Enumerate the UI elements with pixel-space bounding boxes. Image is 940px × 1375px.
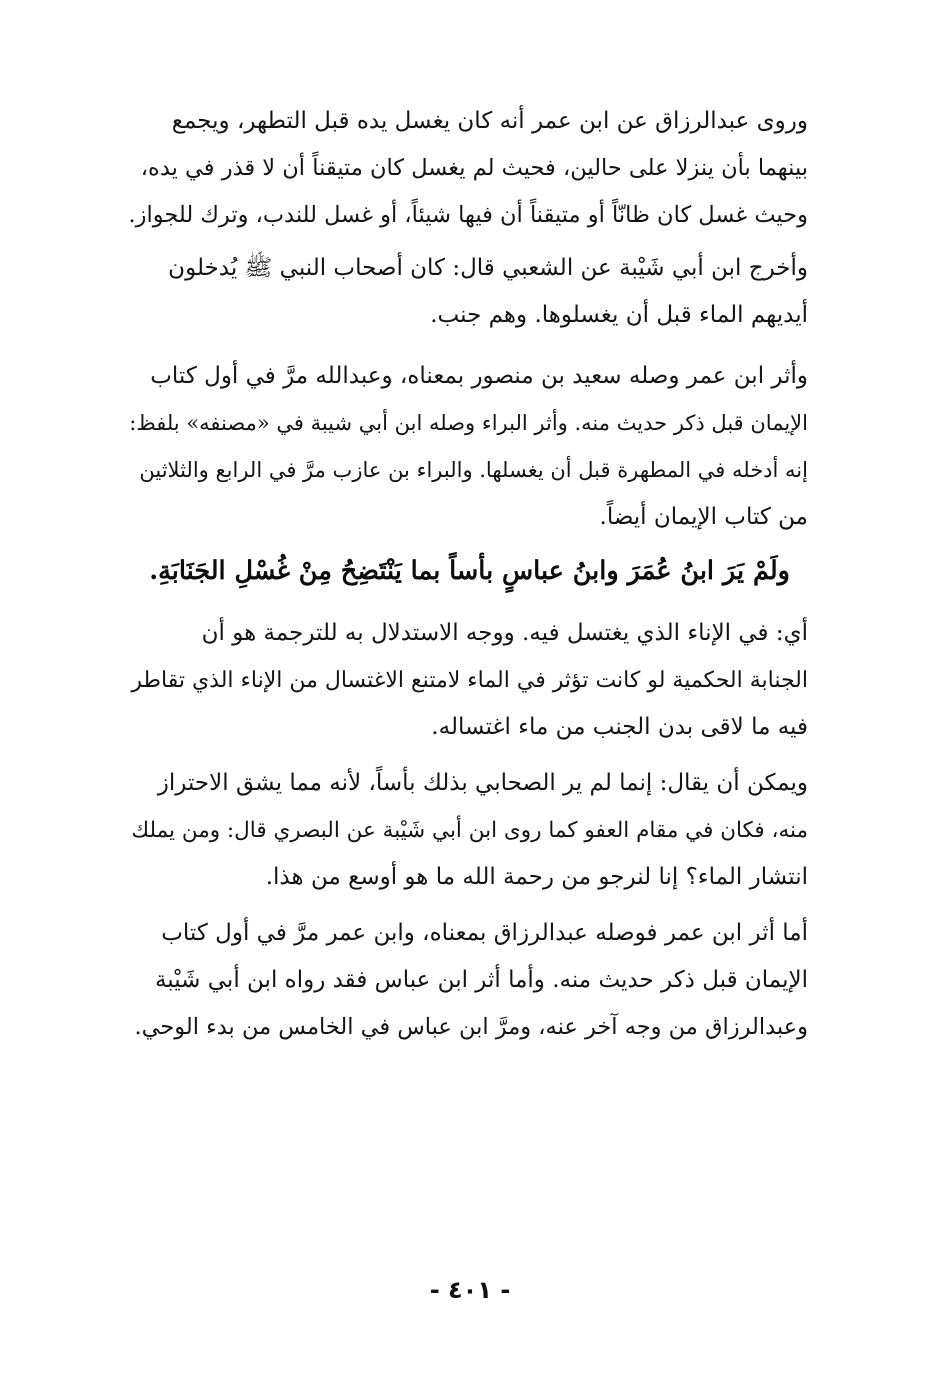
paragraph-5 (128, 760, 808, 901)
paragraph-line: الجنابة الحكمية لو كانت تؤثر في الماء لامتنع الاغتسال من الإناء الذي تقاطر (131, 668, 808, 693)
paragraph-line: وحيث غسل كان ظانّاً أو متيقناً أن فيها شيئاً، أو غسل للندب، وترك للجواز. (128, 202, 808, 228)
paragraph-3 (128, 353, 808, 541)
paragraph-line: بينهما بأن ينزلا على حالين، فحيث لم يغسل كان متيقناً أن لا قذر في يده، (140, 155, 808, 181)
paragraph-2 (128, 245, 808, 339)
paragraph-1 (128, 98, 808, 239)
paragraph-line: الإيمان قبل ذكر حديث منه. وأثر البراء وصله ابن أبي شيبة في «مصنفه» بلفظ: (129, 411, 808, 435)
paragraph-line: ويمكن أن يقال: إنما لم ير الصحابي بذلك بأساً، لأنه مما يشق الاحتراز (157, 770, 808, 796)
paragraph-line: أما أثر ابن عمر فوصله عبدالرزاق بمعناه، وابن عمر مرَّ في أول كتاب (161, 920, 808, 946)
page-number: - ٤٠١ - (429, 1276, 511, 1304)
paragraph-line: أي: في الإناء الذي يغتسل فيه. ووجه الاستدلال به للترجمة هو أن (201, 620, 808, 646)
paragraph-line: وروى عبدالرزاق عن ابن عمر أنه كان يغسل يده قبل التطهر، ويجمع (171, 108, 808, 134)
section-heading: ولَمْ يَرَ ابنُ عُمَرَ وابنُ عباسٍ بأساً بما يَنْتَضِحُ مِنْ غُسْلِ الجَنَابَةِ. (149, 556, 790, 586)
paragraph-4 (128, 610, 808, 751)
paragraph-line: منه، فكان في مقام العفو كما روى ابن أبي شَيْبة عن البصري قال: ومن يملك (131, 818, 808, 843)
paragraph-line: إنه أدخله في المطهرة قبل أن يغسلها. والبراء بن عازب مرَّ في الرابع والثلاثين (139, 458, 808, 482)
paragraph-line: فيه ما لاقى بدن الجنب من ماء اغتساله. (431, 714, 808, 740)
paragraph-line: وأثر ابن عمر وصله سعيد بن منصور بمعناه، وعبدالله مرَّ في أول كتاب (150, 363, 808, 389)
paragraph-line: انتشار الماء؟ إنا لنرجو من رحمة الله ما هو أوسع من هذا. (265, 864, 808, 890)
paragraph-line: الإيمان قبل ذكر حديث منه. وأما أثر ابن عباس فقد رواه ابن أبي شَيْبة (154, 967, 808, 993)
paragraph-line: من كتاب الإيمان أيضاً. (599, 504, 808, 530)
paragraph-line: وأخرج ابن أبي شَيْبة عن الشعبي قال: كان أصحاب النبي ﷺ يُدخلون (168, 255, 808, 281)
paragraph-line: وعبدالرزاق من وجه آخر عنه، ومرَّ ابن عباس في الخامس من بدء الوحي. (134, 1014, 808, 1040)
paragraph-line: أيديهم الماء قبل أن يغسلوها. وهم جنب. (430, 302, 808, 328)
paragraph-6 (128, 910, 808, 1051)
